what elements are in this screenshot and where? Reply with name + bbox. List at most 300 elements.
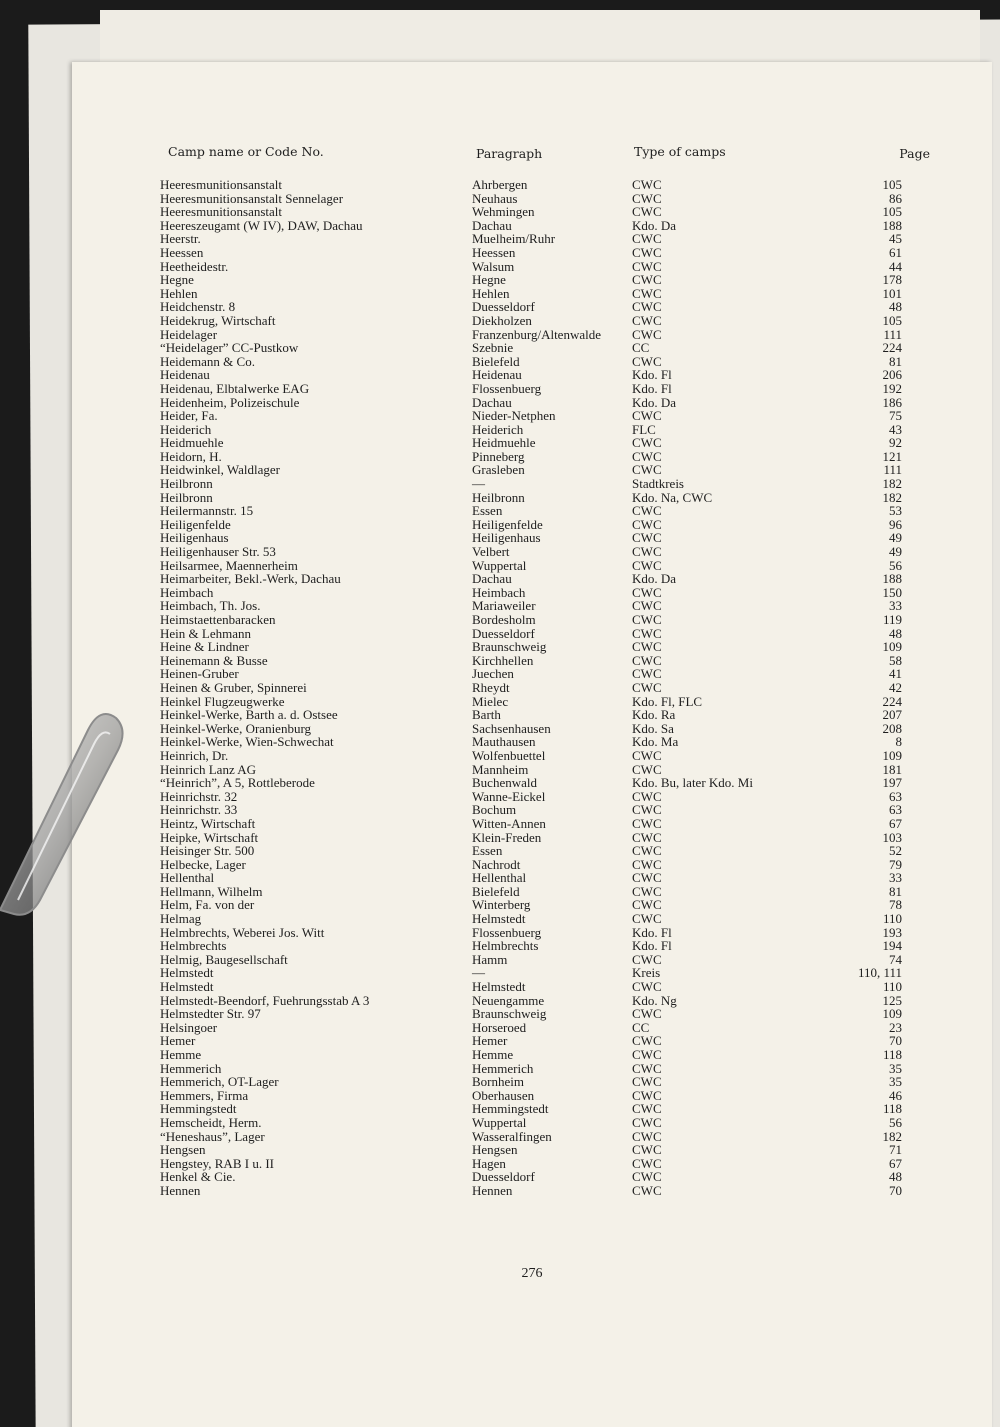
camp-name-cell: Hellmann, Wilhelm: [160, 883, 263, 899]
index-row: [160, 898, 902, 912]
page-ref-cell: 45: [889, 231, 902, 247]
paragraph-cell: Heiderich: [472, 421, 524, 437]
index-row: [160, 300, 902, 314]
page-ref-cell: 182: [882, 1128, 902, 1144]
index-row: [160, 1075, 902, 1089]
camp-type-cell: CWC: [632, 1155, 662, 1171]
page-ref-cell: 150: [882, 584, 902, 600]
camp-type-cell: CWC: [632, 557, 662, 573]
paragraph-cell: Wuppertal: [472, 1114, 527, 1130]
paragraph-cell: Hennen: [472, 1182, 513, 1198]
camp-name-cell: Henkel & Cie.: [160, 1169, 236, 1185]
page-ref-cell: 103: [882, 829, 902, 845]
camp-name-cell: Hengsen: [160, 1142, 206, 1158]
page-ref-cell: 74: [889, 951, 902, 967]
camp-type-cell: CWC: [632, 204, 662, 220]
index-row: [160, 273, 902, 287]
paragraph-cell: Barth: [472, 707, 501, 723]
camp-name-cell: Hein & Lehmann: [160, 625, 251, 641]
page-ref-cell: 208: [882, 720, 902, 736]
index-row: [160, 192, 902, 206]
index-row: [160, 368, 902, 382]
camp-name-cell: Heinrich, Dr.: [160, 747, 229, 763]
paragraph-cell: Hehlen: [472, 285, 510, 301]
paragraph-cell: Sachsenhausen: [472, 720, 551, 736]
paragraph-cell: Helmstedt: [472, 979, 526, 995]
camp-type-cell: CWC: [632, 177, 662, 192]
index-row: [160, 1157, 902, 1171]
page-number: 276: [521, 1266, 543, 1281]
page-ref-cell: 125: [882, 992, 902, 1008]
index-row: [160, 246, 902, 260]
camp-name-cell: Heeresmunitionsanstalt Sennelager: [160, 190, 344, 206]
index-row: [160, 477, 902, 491]
camp-name-cell: Hemme: [160, 1047, 202, 1062]
page-ref-cell: 111: [883, 326, 902, 342]
paragraph-cell: Nachrodt: [472, 856, 521, 872]
index-row: [160, 355, 902, 369]
camp-name-cell: Heidenheim, Polizeischule: [160, 394, 300, 410]
paragraph-cell: Mielec: [472, 693, 509, 709]
camp-type-cell: Kdo. Fl: [632, 380, 672, 396]
paragraph-cell: Neuengamme: [472, 992, 545, 1008]
camp-type-cell: CWC: [632, 652, 662, 668]
index-row: [160, 1184, 902, 1198]
page-ref-cell: 49: [889, 544, 902, 560]
camp-type-cell: CWC: [632, 1074, 662, 1090]
index-row: [160, 749, 902, 763]
camp-name-cell: Heidenau, Elbtalwerke EAG: [160, 380, 310, 396]
paragraph-cell: Wasseralfingen: [472, 1128, 552, 1144]
camp-name-cell: Heiligenhauser Str. 53: [160, 544, 276, 560]
page-ref-cell: 53: [889, 503, 902, 519]
index-row: [160, 871, 902, 885]
index-row: [160, 640, 902, 654]
index-row: [160, 1170, 902, 1184]
camp-type-cell: CWC: [632, 258, 662, 274]
index-row: [160, 667, 902, 681]
camp-type-cell: Kdo. Fl: [632, 367, 672, 383]
camp-name-cell: Heidemann & Co.: [160, 353, 255, 369]
camp-type-cell: CWC: [632, 856, 662, 872]
camp-type-cell: CWC: [632, 1087, 662, 1103]
index-row: [160, 1007, 902, 1021]
camp-name-cell: Heiderich: [160, 421, 212, 437]
header-paragraph: Paragraph: [476, 146, 543, 161]
camp-type-cell: Kdo. Fl, FLC: [632, 693, 703, 709]
camp-name-cell: Heereszeugamt (W IV), DAW, Dachau: [160, 217, 363, 233]
camp-name-cell: Heidwinkel, Waldlager: [160, 462, 281, 478]
paragraph-cell: Hengsen: [472, 1142, 518, 1158]
page-ref-cell: 23: [889, 1019, 902, 1035]
paragraph-cell: Heiligenfelde: [472, 516, 543, 532]
camp-name-cell: Helmstedt: [160, 965, 214, 981]
camp-type-cell: CWC: [632, 190, 662, 206]
camp-type-cell: Kdo. Ng: [632, 992, 677, 1008]
header-page: Page: [899, 146, 930, 161]
page-ref-cell: 70: [889, 1182, 902, 1198]
page-ref-cell: 61: [889, 244, 902, 260]
page-ref-cell: 75: [889, 408, 902, 424]
camp-type-cell: Kdo. Ra: [632, 707, 676, 723]
camp-type-cell: CC: [632, 340, 650, 356]
camp-name-cell: Heider, Fa.: [160, 408, 218, 424]
camp-type-cell: Kdo. Ma: [632, 734, 679, 750]
camp-type-cell: CWC: [632, 883, 662, 899]
header-camp-name: Camp name or Code No.: [168, 144, 324, 159]
camp-type-cell: Stadtkreis: [632, 476, 684, 492]
page-ref-cell: 48: [889, 299, 902, 315]
page-ref-cell: 105: [882, 204, 902, 220]
camp-name-cell: Heinen-Gruber: [160, 666, 239, 682]
paragraph-cell: Dachau: [472, 394, 512, 410]
paragraph-cell: Essen: [472, 503, 503, 519]
camp-name-cell: Helmbrechts, Weberei Jos. Witt: [160, 924, 325, 940]
page-ref-cell: 193: [882, 924, 902, 940]
index-row: [160, 613, 902, 627]
camp-type-cell: CWC: [632, 815, 662, 831]
page-ref-cell: 111: [883, 462, 902, 478]
page-ref-cell: 188: [882, 571, 902, 587]
camp-name-cell: Hegne: [160, 272, 194, 288]
page-ref-cell: 188: [882, 217, 902, 233]
paragraph-cell: Neuhaus: [472, 190, 518, 206]
index-row: [160, 735, 902, 749]
page-ref-cell: 206: [882, 367, 902, 383]
paragraph-cell: Duesseldorf: [472, 299, 535, 315]
page-ref-cell: 105: [882, 177, 902, 192]
paragraph-cell: Grasleben: [472, 462, 525, 478]
paragraph-cell: Heimbach: [472, 584, 526, 600]
paragraph-cell: Heessen: [472, 244, 516, 260]
page-ref-cell: 56: [889, 557, 902, 573]
paragraph-cell: Bielefeld: [472, 353, 520, 369]
camp-type-cell: CWC: [632, 353, 662, 369]
camp-type-cell: CC: [632, 1019, 650, 1035]
camp-type-cell: CWC: [632, 584, 662, 600]
page-ref-cell: 71: [889, 1142, 902, 1158]
index-row: [160, 1130, 902, 1144]
camp-type-cell: CWC: [632, 448, 662, 464]
camp-name-cell: “Heinrich”, A 5, Rottleberode: [160, 775, 315, 791]
page-ref-cell: 224: [882, 340, 902, 356]
index-row: [160, 627, 902, 641]
paragraph-cell: Helmbrechts: [472, 938, 539, 954]
page-ref-cell: 81: [889, 353, 902, 369]
camp-type-cell: CWC: [632, 1060, 662, 1076]
camp-name-cell: Heimstaettenbaracken: [160, 612, 276, 627]
page-ref-cell: 63: [889, 802, 902, 818]
camp-type-cell: CWC: [632, 951, 662, 967]
camp-name-cell: Heetheidestr.: [160, 258, 229, 274]
page-ref-cell: 109: [882, 639, 902, 655]
index-row: [160, 1089, 902, 1103]
index-row: [160, 396, 902, 410]
camp-type-cell: CWC: [632, 1101, 662, 1117]
camp-name-cell: Helmag: [160, 911, 202, 927]
camp-name-cell: Heeresmunitionsanstalt: [160, 204, 283, 220]
camp-name-cell: Hellenthal: [160, 870, 215, 886]
index-row: [160, 980, 902, 994]
camp-name-cell: Heilermannstr. 15: [160, 503, 254, 519]
camp-name-cell: Heidekrug, Wirtschaft: [160, 312, 276, 328]
camp-type-cell: CWC: [632, 544, 662, 560]
camp-type-cell: CWC: [632, 1033, 662, 1049]
index-row: [160, 423, 902, 437]
camp-name-cell: Heidelager: [160, 326, 218, 342]
camp-name-cell: Heinkel-Werke, Barth a. d. Ostsee: [160, 707, 338, 723]
index-row: [160, 695, 902, 709]
page-ref-cell: 119: [882, 612, 902, 627]
index-row: [160, 572, 902, 586]
camp-type-cell: CWC: [632, 1006, 662, 1022]
paragraph-cell: Wolfenbuettel: [472, 747, 546, 763]
camp-type-cell: CWC: [632, 408, 662, 424]
camp-type-cell: CWC: [632, 598, 662, 614]
index-row: [160, 287, 902, 301]
camp-type-cell: CWC: [632, 761, 662, 777]
camp-name-cell: Hehlen: [160, 285, 198, 301]
page-ref-cell: 121: [882, 448, 902, 464]
camp-type-cell: Kdo. Da: [632, 571, 677, 587]
camp-name-cell: Heessen: [160, 244, 204, 260]
camp-name-cell: Helmig, Baugesellschaft: [160, 951, 288, 967]
camp-name-cell: Heinkel Flugzeugwerke: [160, 693, 285, 709]
camp-name-cell: Helbecke, Lager: [160, 856, 246, 872]
camp-type-cell: CWC: [632, 462, 662, 478]
paragraph-cell: Juechen: [472, 666, 514, 682]
index-row: [160, 518, 902, 532]
index-row: [160, 436, 902, 450]
page-ref-cell: 224: [882, 693, 902, 709]
camp-name-cell: Heisinger Str. 500: [160, 843, 255, 859]
paragraph-cell: Ahrbergen: [472, 177, 528, 192]
index-row: [160, 722, 902, 736]
paragraph-cell: Braunschweig: [472, 639, 547, 655]
index-row: [160, 545, 902, 559]
index-row: [160, 504, 902, 518]
camp-type-cell: CWC: [632, 639, 662, 655]
paragraph-cell: Essen: [472, 843, 503, 859]
document-page: [72, 62, 992, 1427]
camp-name-cell: Heilbronn: [160, 489, 213, 505]
camp-type-cell: CWC: [632, 299, 662, 315]
index-row: [160, 341, 902, 355]
index-row: [160, 790, 902, 804]
camp-name-cell: Helsingoer: [160, 1019, 218, 1035]
page-ref-cell: 8: [895, 734, 902, 750]
page-ref-cell: 96: [889, 516, 902, 532]
camp-name-cell: Heinemann & Busse: [160, 652, 268, 668]
camp-type-cell: CWC: [632, 1114, 662, 1130]
camp-name-cell: Heimbach: [160, 584, 214, 600]
index-row: [160, 844, 902, 858]
paragraph-cell: Dachau: [472, 571, 512, 587]
camp-type-cell: CWC: [632, 870, 662, 886]
index-row: [160, 966, 902, 980]
paragraph-cell: Hemer: [472, 1033, 508, 1049]
paragraph-cell: Hemmerich: [472, 1060, 534, 1076]
index-row: [160, 803, 902, 817]
index-row: [160, 463, 902, 477]
index-row: [160, 586, 902, 600]
index-row: [160, 994, 902, 1008]
index-row: [160, 382, 902, 396]
camp-type-cell: CWC: [632, 1169, 662, 1185]
paragraph-cell: Hegne: [472, 272, 506, 288]
paragraph-cell: Buchenwald: [472, 775, 537, 791]
page-ref-cell: 79: [889, 856, 902, 872]
camp-name-cell: Heiligenhaus: [160, 530, 229, 546]
page-ref-cell: 58: [889, 652, 902, 668]
index-row: [160, 1116, 902, 1130]
camp-type-cell: CWC: [632, 503, 662, 519]
camp-type-cell: CWC: [632, 326, 662, 342]
index-row: [160, 314, 902, 328]
index-row: [160, 328, 902, 342]
camp-name-cell: “Heneshaus”, Lager: [160, 1128, 265, 1144]
camp-name-cell: Hemmers, Firma: [160, 1087, 249, 1103]
camp-type-cell: CWC: [632, 244, 662, 260]
paragraph-cell: Bordesholm: [472, 612, 536, 627]
column-headers: [168, 144, 928, 164]
camp-type-cell: CWC: [632, 1142, 662, 1158]
paragraph-cell: —: [472, 965, 485, 981]
camp-name-cell: Hemmerich: [160, 1060, 222, 1076]
camp-type-cell: CWC: [632, 1047, 662, 1062]
camp-name-cell: Hengstey, RAB I u. II: [160, 1155, 274, 1171]
page-ref-cell: 78: [889, 897, 902, 913]
camp-type-cell: Kdo. Da: [632, 394, 677, 410]
camp-name-cell: Heinrichstr. 33: [160, 802, 238, 818]
page-ref-cell: 67: [889, 815, 902, 831]
paragraph-cell: Franzenburg/Altenwalde: [472, 326, 601, 342]
camp-type-cell: Kdo. Bu, later Kdo. Mi: [632, 775, 753, 791]
camp-name-cell: Heine & Lindner: [160, 639, 249, 655]
paragraph-cell: Heilbronn: [472, 489, 525, 505]
paragraph-cell: Bochum: [472, 802, 517, 818]
index-row: [160, 219, 902, 233]
page-ref-cell: 33: [889, 598, 902, 614]
page-ref-cell: 182: [882, 489, 902, 505]
page-ref-cell: 110: [882, 979, 902, 995]
paragraph-cell: Braunschweig: [472, 1006, 547, 1022]
paragraph-cell: Mariaweiler: [472, 598, 536, 614]
page-ref-cell: 109: [882, 747, 902, 763]
camp-name-cell: Hemer: [160, 1033, 196, 1049]
page-ref-cell: 207: [882, 707, 902, 723]
paragraph-cell: Flossenbuerg: [472, 924, 542, 940]
camp-name-cell: Helm, Fa. von der: [160, 897, 255, 913]
camp-name-cell: Heerstr.: [160, 231, 201, 247]
page-ref-cell: 105: [882, 312, 902, 328]
camp-name-cell: Heimarbeiter, Bekl.-Werk, Dachau: [160, 571, 341, 587]
index-row: [160, 599, 902, 613]
camp-name-cell: Heidchenstr. 8: [160, 299, 236, 315]
index-row: [160, 776, 902, 790]
index-row: [160, 681, 902, 695]
paragraph-cell: Klein-Freden: [472, 829, 542, 845]
index-row: [160, 1143, 902, 1157]
camp-type-cell: Kreis: [632, 965, 661, 981]
paragraph-cell: Velbert: [472, 544, 510, 560]
index-row: [160, 559, 902, 573]
camp-name-cell: Hemmerich, OT-Lager: [160, 1074, 279, 1090]
page-ref-cell: 70: [889, 1033, 902, 1049]
index-row: [160, 953, 902, 967]
page-ref-cell: 181: [882, 761, 902, 777]
paragraph-cell: Walsum: [472, 258, 515, 274]
camp-type-cell: CWC: [632, 1182, 662, 1198]
paragraph-cell: Wehmingen: [472, 204, 535, 220]
paragraph-cell: Pinneberg: [472, 448, 525, 464]
camp-type-cell: CWC: [632, 312, 662, 328]
camp-type-cell: Kdo. Na, CWC: [632, 489, 713, 505]
camp-type-cell: CWC: [632, 679, 662, 695]
paragraph-cell: Bielefeld: [472, 883, 520, 899]
page-ref-cell: 49: [889, 530, 902, 546]
index-row: [160, 205, 902, 219]
page-ref-cell: 52: [889, 843, 902, 859]
paragraph-cell: Rheydt: [472, 679, 510, 695]
index-row: [160, 232, 902, 246]
camp-type-cell: CWC: [632, 530, 662, 546]
index-row: [160, 1102, 902, 1116]
page-ref-cell: 178: [882, 272, 902, 288]
paragraph-cell: Heidmuehle: [472, 435, 536, 451]
camp-type-cell: CWC: [632, 747, 662, 763]
page-ref-cell: 118: [882, 1101, 902, 1117]
paragraph-cell: Flossenbuerg: [472, 380, 542, 396]
page-ref-cell: 67: [889, 1155, 902, 1171]
camp-name-cell: Helmbrechts: [160, 938, 227, 954]
page-ref-cell: 81: [889, 883, 902, 899]
camp-name-cell: Helmstedt: [160, 979, 214, 995]
index-row: [160, 763, 902, 777]
page-ref-cell: 43: [889, 421, 902, 437]
paragraph-cell: Dachau: [472, 217, 512, 233]
paragraph-cell: Duesseldorf: [472, 625, 535, 641]
page-ref-cell: 101: [882, 285, 902, 301]
camp-type-cell: CWC: [632, 612, 662, 627]
page-ref-cell: 86: [889, 190, 902, 206]
camp-name-cell: Helmstedter Str. 97: [160, 1006, 261, 1022]
paragraph-cell: Mauthausen: [472, 734, 536, 750]
camp-name-cell: Heimbach, Th. Jos.: [160, 598, 261, 614]
camp-type-cell: CWC: [632, 285, 662, 301]
page-ref-cell: 192: [882, 380, 902, 396]
camp-type-cell: CWC: [632, 666, 662, 682]
camp-name-cell: Heeresmunitionsanstalt: [160, 177, 283, 192]
paragraph-cell: —: [472, 476, 485, 492]
page-ref-cell: 118: [882, 1047, 902, 1062]
paragraph-cell: Horseroed: [472, 1019, 527, 1035]
camp-type-cell: CWC: [632, 829, 662, 845]
camp-name-cell: Heilsarmee, Maennerheim: [160, 557, 298, 573]
camp-type-cell: CWC: [632, 979, 662, 995]
page-ref-cell: 109: [882, 1006, 902, 1022]
index-row: [160, 1034, 902, 1048]
paragraph-cell: Mannheim: [472, 761, 529, 777]
camp-type-cell: CWC: [632, 516, 662, 532]
header-type-of-camps: Type of camps: [634, 144, 726, 159]
paragraph-cell: Heiligenhaus: [472, 530, 541, 546]
page-ref-cell: 46: [889, 1087, 902, 1103]
camp-type-cell: CWC: [632, 1128, 662, 1144]
index-row: [160, 708, 902, 722]
camp-type-cell: CWC: [632, 911, 662, 927]
paragraph-cell: Winterberg: [472, 897, 531, 913]
